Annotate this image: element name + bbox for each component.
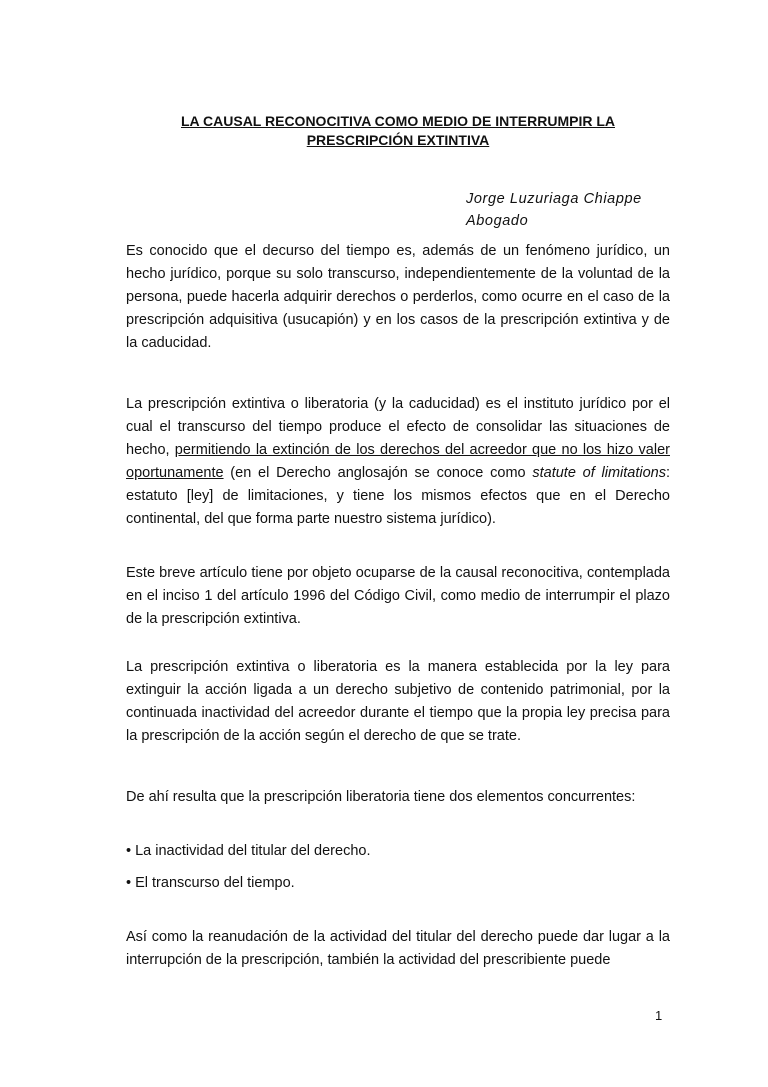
paragraph-1: Es conocido que el decurso del tiempo es, además de un fenómeno jurídico, un hecho jurídico, porque su solo transcurso, independientemente de la voluntad de la persona, puede hacerla adquirir derechos o perderlos, como ocurre en el caso de la prescripción adquisitiva (usucapión) y en los casos de la prescripción extintiva y de la caducidad. <box>126 243 670 351</box>
title-line-2: PRESCRIPCIÓN EXTINTIVA <box>306 132 490 148</box>
page-number: 1 <box>655 1008 663 1023</box>
paragraph-2-text-b: (en el Derecho anglosajón se conoce como <box>223 465 533 481</box>
document-title <box>126 112 670 150</box>
paragraph-2-underlined: permitiendo la extinción de los derechos del acreedor que no los hizo valer oportunamente <box>126 442 670 481</box>
paragraph-4: La prescripción extintiva o liberatoria es la manera establecida por la ley para extinguir la acción ligada a un derecho subjetivo de contenido patrimonial, por la continuada inactividad del acreedor durante el tiempo que la propia ley precisa para la prescripción de la acción según el derecho de que se trate. <box>126 659 670 744</box>
paragraph-2 <box>126 393 670 531</box>
paragraph-6: Así como la reanudación de la actividad del titular del derecho puede dar lugar a la interrupción de la prescripción, también la actividad del prescribiente puede <box>126 929 670 968</box>
bullet-item-2: • El transcurso del tiempo. <box>126 875 295 891</box>
paragraph-2-text-c: : estatuto [ley] de limitaciones, y tiene los mismos efectos que en el Derecho continental, del que forma parte nuestro sistema jurídico). <box>126 465 670 527</box>
paragraph-2-text-a: La prescripción extintiva o liberatoria (y la caducidad) es el instituto jurídico por el cual el transcurso del tiempo produce el efecto de consolidar las situaciones de hecho, <box>126 396 670 458</box>
author-role: Abogado <box>466 213 529 229</box>
bullet-item-1: • La inactividad del titular del derecho. <box>126 843 371 859</box>
paragraph-5: De ahí resulta que la prescripción liberatoria tiene dos elementos concurrentes: <box>126 789 636 805</box>
paragraph-3: Este breve artículo tiene por objeto ocuparse de la causal reconocitiva, contemplada en el inciso 1 del artículo 1996 del Código Civil, como medio de interrumpir el plazo de la prescripción extintiva. <box>126 565 670 627</box>
author-name: Jorge Luzuriaga Chiappe <box>466 191 642 207</box>
paragraph-2-italic: statute of limitations <box>532 465 666 481</box>
title-line-1: LA CAUSAL RECONOCITIVA COMO MEDIO DE INTERRUMPIR LA <box>181 113 615 129</box>
author-block <box>466 188 642 232</box>
